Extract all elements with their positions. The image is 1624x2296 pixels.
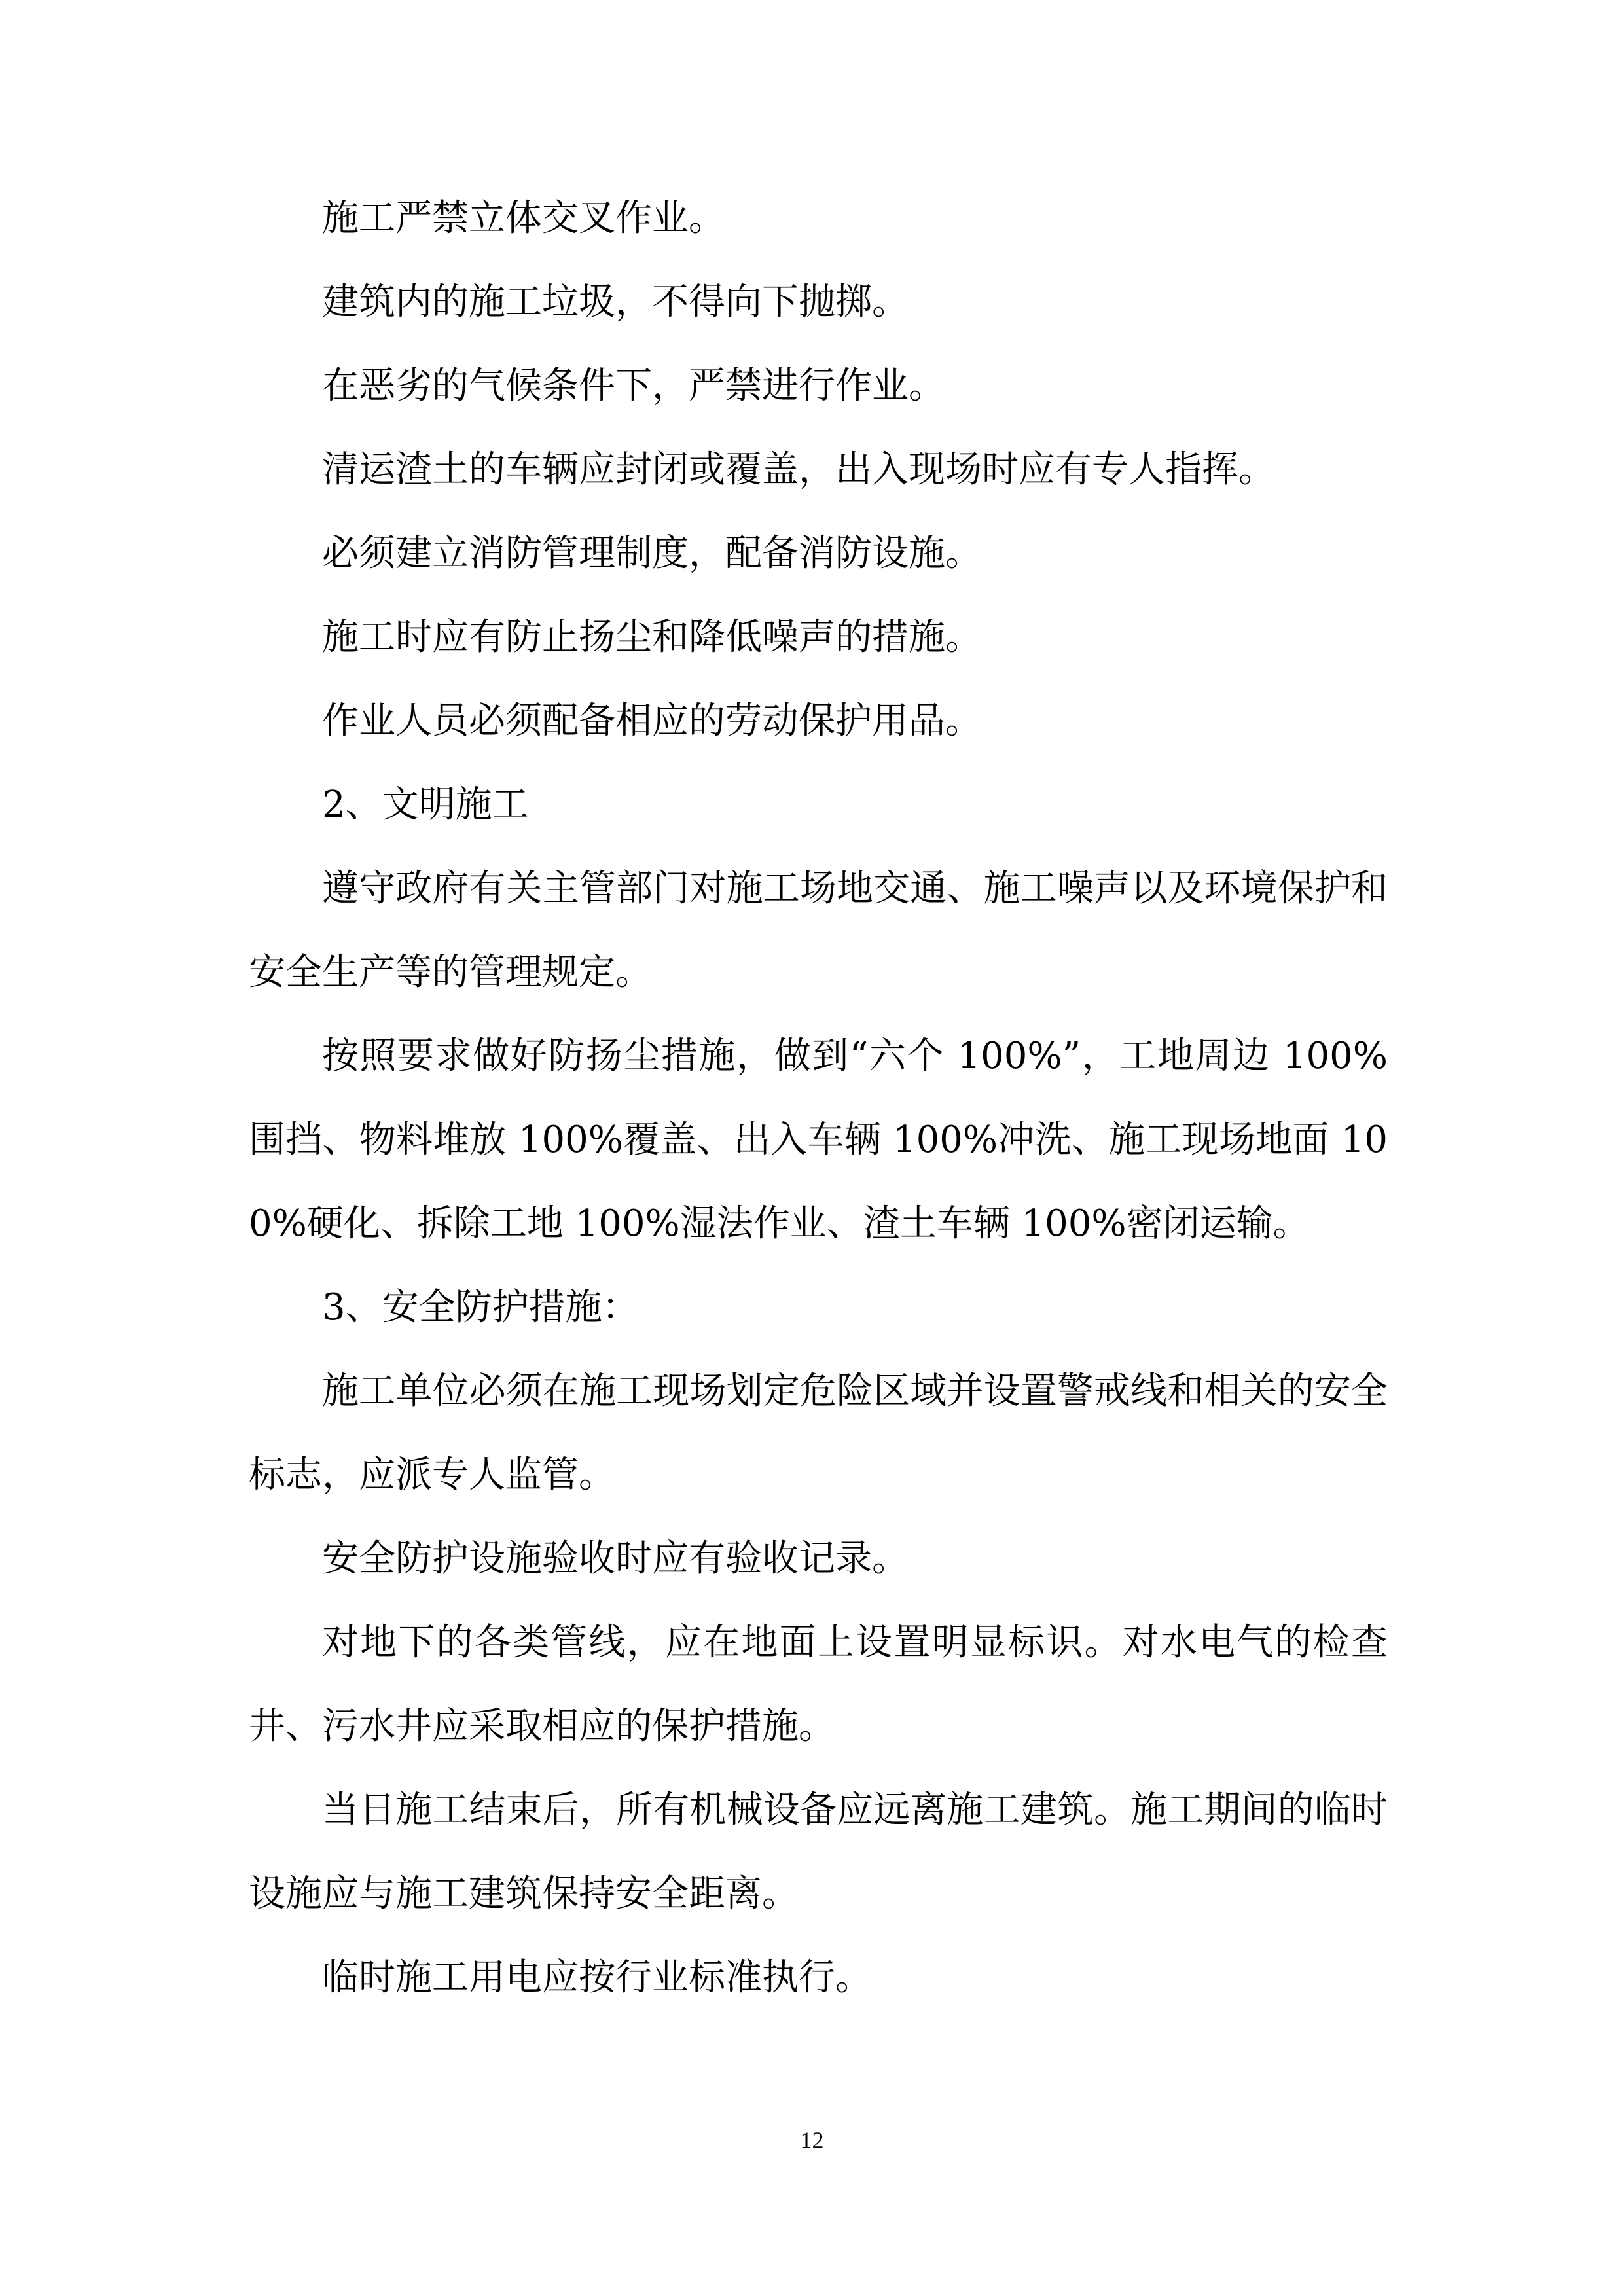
paragraph: 安全防护设施验收时应有验收记录。 [322,1537,909,1580]
section-heading: 3、安全防护措施： [322,1286,639,1329]
section-heading: 2、文明施工 [322,783,529,826]
document-body [249,177,1388,2020]
paragraph: 施工时应有防止扬尘和降低噪声的措施。 [322,616,982,658]
paragraph: 临时施工用电应按行业标准执行。 [322,1956,872,1999]
paragraph: 施工严禁立体交叉作业。 [322,197,725,240]
paragraph: 建筑内的施工垃圾，不得向下抛掷。 [322,281,909,323]
page-number: 12 [800,2127,824,2153]
paragraph: 作业人员必须配备相应的劳动保护用品。 [322,700,982,742]
paragraph: 清运渣土的车辆应封闭或覆盖，出入现场时应有专人指挥。 [322,448,1275,491]
paragraph: 在恶劣的气候条件下，严禁进行作业。 [322,365,945,407]
paragraph: 遵守政府有关主管部门对施工场地交通、施工噪声以及环境保护和安全生产等的管理规定。 [249,867,1388,994]
paragraph: 施工单位必须在施工现场划定危险区域并设置警戒线和相关的安全标志，应派专人监管。 [249,1370,1388,1496]
paragraph: 按照要求做好防扬尘措施，做到“六个 100%”，工地周边 100%围挡、物料堆放 100%覆盖、出入车辆 100%冲洗、施工现场地面 100%硬化、拆除工地 100%湿法作业、渣土车辆 100%密闭运输。 [249,1035,1388,1245]
paragraph: 对地下的各类管线，应在地面上设置明显标识。对水电气的检查井、污水井应采取相应的保护措施。 [249,1621,1388,1748]
paragraph: 必须建立消防管理制度，配备消防设施。 [322,532,982,575]
paragraph: 当日施工结束后，所有机械设备应远离施工建筑。施工期间的临时设施应与施工建筑保持安全距离。 [249,1789,1388,1915]
